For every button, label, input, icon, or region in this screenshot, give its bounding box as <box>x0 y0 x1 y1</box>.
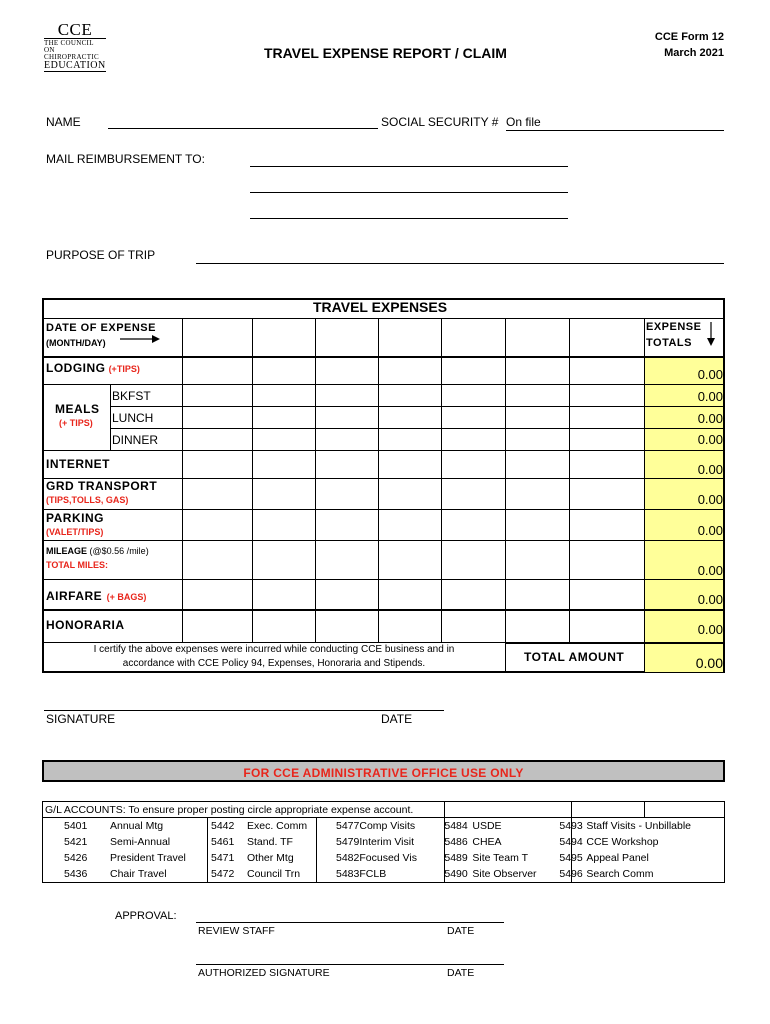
ssn-label: SOCIAL SECURITY # <box>381 115 499 129</box>
parking-note: (VALET/TIPS) <box>46 527 104 537</box>
gl-account-name[interactable]: Semi-Annual <box>110 836 171 848</box>
mileage-text: MILEAGE <box>46 546 88 556</box>
gl-account-name[interactable]: Staff Visits - Unbillable <box>586 820 692 832</box>
gl-account-code[interactable]: 5461 <box>211 836 235 848</box>
lodging-label <box>46 361 140 375</box>
gl-account-name[interactable]: Exec. Comm <box>247 820 308 832</box>
gl-account-name[interactable]: USDE <box>472 820 502 832</box>
total-miles-label: TOTAL MILES: <box>46 560 108 570</box>
mail-field-1[interactable] <box>250 166 568 167</box>
name-field[interactable] <box>108 128 378 129</box>
gl-account-code[interactable]: 5479 <box>336 836 360 848</box>
mail-label: MAIL REIMBURSEMENT TO: <box>46 152 205 166</box>
purpose-label: PURPOSE OF TRIP <box>46 248 156 262</box>
arrow-down-icon <box>706 322 716 346</box>
grd-transport-note: (TIPS,TOLLS, GAS) <box>46 495 129 505</box>
authorized-date-label: DATE <box>447 967 475 979</box>
purpose-field[interactable] <box>196 263 724 264</box>
gl-account-code[interactable]: 5436 <box>64 868 88 880</box>
date-sub-label: (MONTH/DAY) <box>46 338 106 348</box>
parking-total: 0.00 <box>697 523 723 538</box>
gl-account-name[interactable]: Council Trn <box>247 868 301 880</box>
review-staff-field[interactable] <box>196 922 504 923</box>
logo-line1: THE COUNCIL ON <box>44 39 94 54</box>
gl-account-name[interactable]: CCE Workshop <box>586 836 659 848</box>
form-date: March 2021 <box>664 47 724 59</box>
gl-accounts-table <box>42 818 721 882</box>
mail-field-2[interactable] <box>250 192 568 193</box>
honoraria-label: HONORARIA <box>46 618 125 632</box>
admin-banner: FOR CCE ADMINISTRATIVE OFFICE USE ONLY <box>42 760 725 782</box>
expense-totals-label-1: EXPENSE <box>646 321 702 333</box>
gl-account-name[interactable]: Chair Travel <box>110 868 167 880</box>
gl-account-code[interactable]: 5486 <box>444 836 468 848</box>
lodging-note: (+TIPS) <box>108 364 140 374</box>
page-title: TRAVEL EXPENSE REPORT / CLAIM <box>264 45 507 61</box>
gl-account-code[interactable]: 5490 <box>444 868 468 880</box>
authorized-signature-field[interactable] <box>196 964 504 965</box>
gl-account-code[interactable]: 5482 <box>336 852 360 864</box>
gl-account-name[interactable]: Search Comm <box>586 868 654 880</box>
internet-total: 0.00 <box>697 462 723 477</box>
gl-account-code[interactable]: 5483 <box>336 868 360 880</box>
lunch-label: LUNCH <box>112 411 154 425</box>
form-number: CCE Form 12 <box>654 31 724 43</box>
gl-account-name[interactable]: Annual Mtg <box>110 820 164 832</box>
meals-label: MEALS <box>55 402 100 416</box>
gl-account-name[interactable]: Site Observer <box>472 868 537 880</box>
certify-text-2: accordance with CCE Policy 94, Expenses, Honoraria and Stipends. <box>122 658 426 669</box>
gl-account-code[interactable]: 5477 <box>336 820 360 832</box>
lodging-text: LODGING <box>46 361 106 375</box>
gl-account-name[interactable]: Other Mtg <box>247 852 294 864</box>
gl-account-name[interactable]: CHEA <box>472 836 502 848</box>
gl-account-code[interactable]: 5472 <box>211 868 235 880</box>
review-date-label: DATE <box>447 925 475 937</box>
signature-label: SIGNATURE <box>46 712 116 726</box>
mileage-rate: (@$0.56 /mile) <box>89 546 149 556</box>
signature-field[interactable] <box>44 710 444 711</box>
gl-account-code[interactable]: 5421 <box>64 836 88 848</box>
airfare-text: AIRFARE <box>46 589 103 603</box>
table-row <box>42 850 721 866</box>
bkfst-label: BKFST <box>112 389 151 403</box>
mileage-label <box>46 546 149 556</box>
dinner-label: DINNER <box>112 433 159 447</box>
expense-totals-label-2: TOTALS <box>646 337 692 349</box>
lunch-total: 0.00 <box>697 411 723 426</box>
honoraria-total: 0.00 <box>697 622 723 637</box>
airfare-note: (+ BAGS) <box>106 592 147 602</box>
gl-account-code[interactable]: 5426 <box>64 852 88 864</box>
gl-account-name[interactable]: Site Team T <box>472 852 528 864</box>
mail-field-3[interactable] <box>250 218 568 219</box>
date-of-expense-label: DATE OF EXPENSE <box>46 322 156 334</box>
total-amount-value: 0.00 <box>695 655 723 671</box>
airfare-total: 0.00 <box>697 592 723 607</box>
approval-label: APPROVAL: <box>115 910 177 922</box>
review-staff-label: REVIEW STAFF <box>198 925 275 937</box>
total-amount-label: TOTAL AMOUNT <box>524 650 625 664</box>
signature-date-label: DATE <box>381 712 413 726</box>
authorized-signature-label: AUTHORIZED SIGNATURE <box>198 967 330 979</box>
logo-line3: EDUCATION <box>44 60 106 71</box>
gl-account-code[interactable]: 5494 <box>559 836 583 848</box>
bkfst-total: 0.00 <box>697 389 723 404</box>
ssn-field[interactable]: On file <box>506 115 724 131</box>
gl-account-code[interactable]: 5496 <box>559 868 583 880</box>
table-row <box>42 818 721 834</box>
gl-account-name[interactable]: Comp Visits <box>359 820 416 832</box>
gl-account-name[interactable]: Appeal Panel <box>586 852 649 864</box>
gl-account-code[interactable]: 5484 <box>444 820 468 832</box>
dinner-total: 0.00 <box>697 432 723 447</box>
gl-account-code[interactable]: 5442 <box>211 820 235 832</box>
table-row <box>42 866 721 882</box>
name-label: NAME <box>46 115 81 129</box>
gl-account-name[interactable]: Interim Visit <box>359 836 415 848</box>
logo-abbr: CCE <box>44 22 106 39</box>
gl-account-code[interactable]: 5495 <box>559 852 583 864</box>
gl-account-code[interactable]: 5471 <box>211 852 235 864</box>
lodging-total: 0.00 <box>697 367 723 382</box>
gl-account-name[interactable]: Focused Vis <box>359 852 417 864</box>
meals-note: (+ TIPS) <box>59 418 93 428</box>
grd-transport-label: GRD TRANSPORT <box>46 479 158 493</box>
certify-text-1: I certify the above expenses were incurred while conducting CCE business and in <box>93 644 455 655</box>
gl-account-code[interactable]: 5493 <box>559 820 583 832</box>
grd-total: 0.00 <box>697 492 723 507</box>
gl-account-code[interactable]: 5489 <box>444 852 468 864</box>
gl-intro: G/L ACCOUNTS: To ensure proper posting circle appropriate expense account. <box>45 804 414 816</box>
gl-account-name[interactable]: FCLB <box>359 868 387 880</box>
arrow-right-icon <box>120 334 160 344</box>
cce-logo <box>44 22 106 72</box>
internet-label: INTERNET <box>46 457 110 471</box>
parking-label: PARKING <box>46 511 104 525</box>
expenses-title: TRAVEL EXPENSES <box>313 299 448 315</box>
mileage-total: 0.00 <box>697 563 723 578</box>
gl-account-name[interactable]: Stand. TF <box>247 836 293 848</box>
table-row <box>42 834 721 850</box>
airfare-label <box>46 587 146 605</box>
gl-account-name[interactable]: President Travel <box>110 852 186 864</box>
logo-line2: CHIROPRACTIC <box>44 53 99 61</box>
gl-account-code[interactable]: 5401 <box>64 820 88 832</box>
